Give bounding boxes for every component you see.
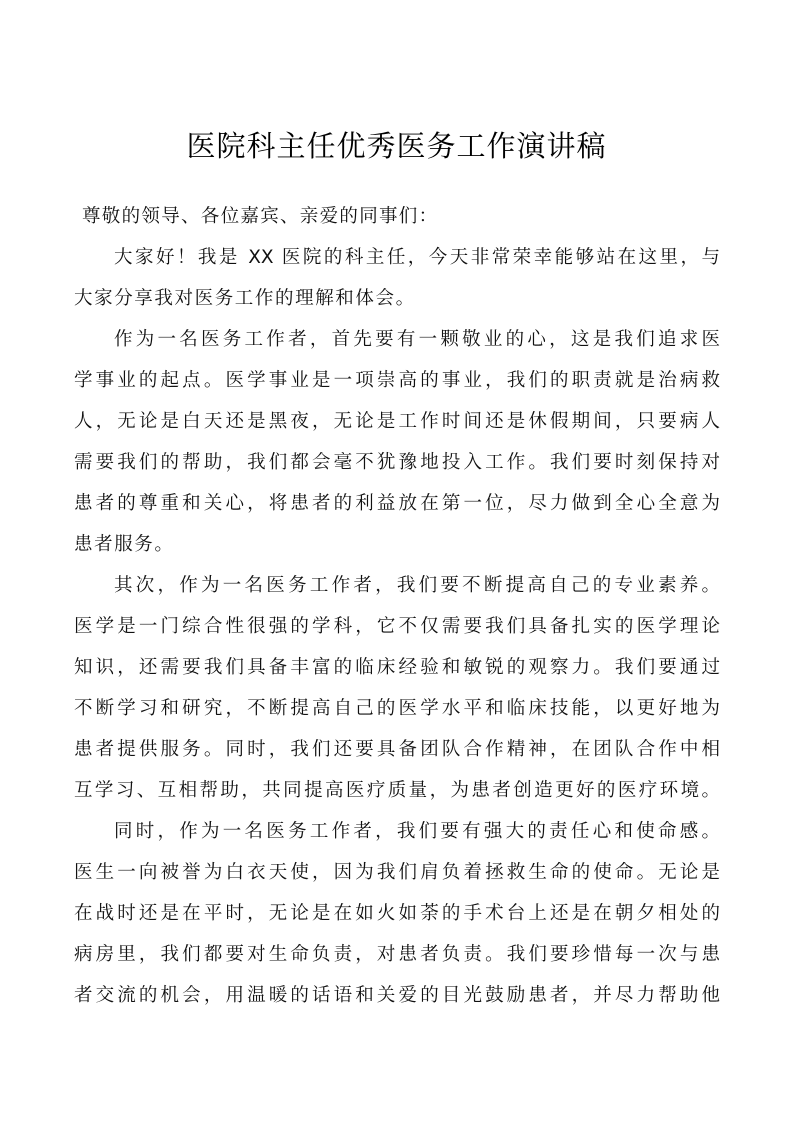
- paragraph-line: 医生一向被誉为白衣天使，因为我们肩负着拯救生命的使命。无论是: [74, 862, 720, 883]
- paragraph-dedication: [74, 319, 720, 565]
- paragraph-line: 其次，作为一名医务工作者，我们要不断提高自己的专业素养。: [114, 575, 720, 596]
- paragraph-line: 患者服务。: [74, 534, 175, 555]
- paragraph-line: 医学是一门综合性很强的学科，它不仅需要我们具备扎实的医学理论: [74, 616, 720, 637]
- paragraph-greeting: [74, 237, 720, 319]
- paragraph-line: 人，无论是白天还是黑夜，无论是工作时间还是休假期间，只要病人: [74, 411, 720, 432]
- paragraph-line: 者交流的机会，用温暖的话语和关爱的目光鼓励患者，并尽力帮助他: [74, 985, 720, 1006]
- paragraph-line: 同时，作为一名医务工作者，我们要有强大的责任心和使命感。: [114, 821, 720, 842]
- document-body: [74, 196, 720, 1016]
- paragraph-line: 作为一名医务工作者，首先要有一颗敬业的心，这是我们追求医: [114, 329, 720, 350]
- paragraph-line: 学事业的起点。医学事业是一项崇高的事业，我们的职责就是治病救: [74, 370, 720, 391]
- document-title: 医院科主任优秀医务工作演讲稿: [186, 129, 607, 163]
- paragraph-line: 不断学习和研究，不断提高自己的医学水平和临床技能，以更好地为: [74, 698, 720, 719]
- paragraph-line: 患者提供服务。同时，我们还要具备团队合作精神，在团队合作中相: [74, 739, 720, 760]
- paragraph-line: 患者的尊重和关心，将患者的利益放在第一位，尽力做到全心全意为: [74, 493, 720, 514]
- paragraph-line: 大家好！我是 XX 医院的科主任，今天非常荣幸能够站在这里，与: [114, 247, 720, 268]
- salutation: 尊敬的领导、各位嘉宾、亲爱的同事们：: [82, 206, 439, 227]
- paragraph-line: 互学习、互相帮助，共同提高医疗质量，为患者创造更好的医疗环境。: [74, 780, 720, 801]
- paragraph-line: 病房里，我们都要对生命负责，对患者负责。我们要珍惜每一次与患: [74, 944, 720, 965]
- paragraph-professionalism: [74, 565, 720, 811]
- paragraph-responsibility: [74, 811, 720, 1016]
- paragraph-line: 大家分享我对医务工作的理解和体会。: [74, 288, 416, 309]
- paragraph-line: 知识，还需要我们具备丰富的临床经验和敏锐的观察力。我们要通过: [74, 657, 720, 678]
- paragraph-line: 在战时还是在平时，无论是在如火如荼的手术台上还是在朝夕相处的: [74, 903, 720, 924]
- paragraph-line: 需要我们的帮助，我们都会毫不犹豫地投入工作。我们要时刻保持对: [74, 452, 720, 473]
